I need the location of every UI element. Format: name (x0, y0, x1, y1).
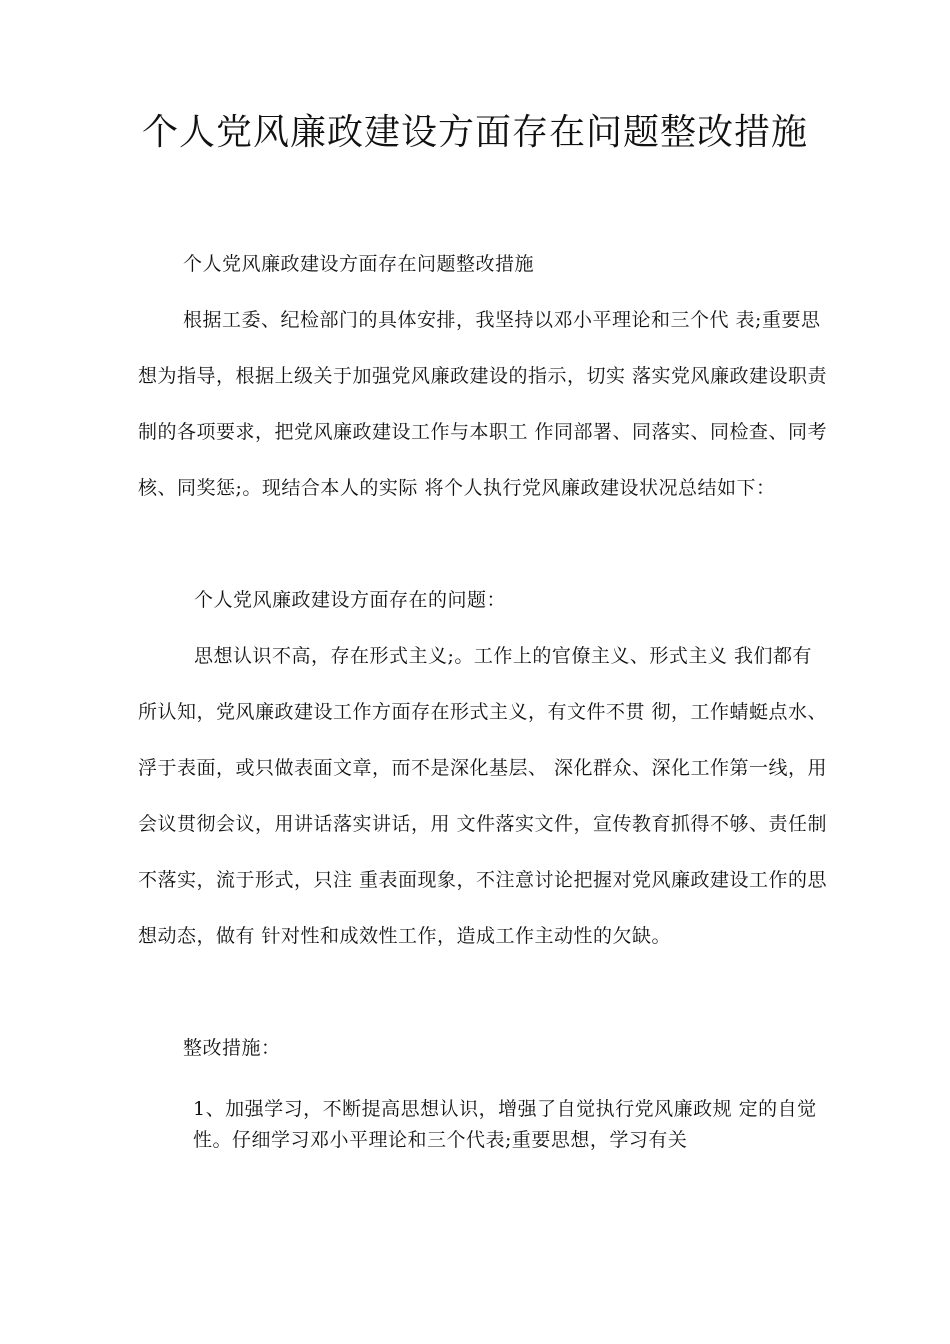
measure-item-1: 1、加强学习，不断提高思想认识，增强了自觉执行党风廉政规 定的自觉性。仔细学习邓小平理论和三个代表;重要思想，学习有关 (193, 1098, 817, 1151)
measures-heading: 整改措施： (183, 1037, 281, 1059)
issues-heading: 个人党风廉政建设方面存在的问题： (194, 589, 507, 611)
document-subtitle: 个人党风廉政建设方面存在问题整改措施 (183, 253, 535, 275)
issues-paragraph: 思想认识不高，存在形式主义;。工作上的官僚主义、形式主义 我们都有所认知，党风廉政建设工作方面存在形式主义，有文件不贯 彻，工作蜻蜓点水、浮于表面，或只做表面文章，而不是深化基层、 深化群众、深化工作第一线，用会议贯彻会议，用讲话落实讲话，用 文件落实文件，宣传教育抓得不够、责任制不落实，流于形式，只注 重表面现象，不注意讨论把握对党风廉政建设工作的思想动态，做有 针对性和成效性工作，造成工作主动性的欠缺。 (138, 645, 828, 947)
document-title: 个人党风廉政建设方面存在问题整改措施 (141, 112, 808, 153)
intro-paragraph: 根据工委、纪检部门的具体安排，我坚持以邓小平理论和三个代 表;重要思想为指导，根据上级关于加强党风廉政建设的指示，切实 落实党风廉政建设职责制的各项要求，把党风廉政建设工作与本职工 作同部署、同落实、同检查、同考核、同奖惩;。现结合本人的实际 将个人执行党风廉政建设状况总结如下： (138, 309, 828, 499)
